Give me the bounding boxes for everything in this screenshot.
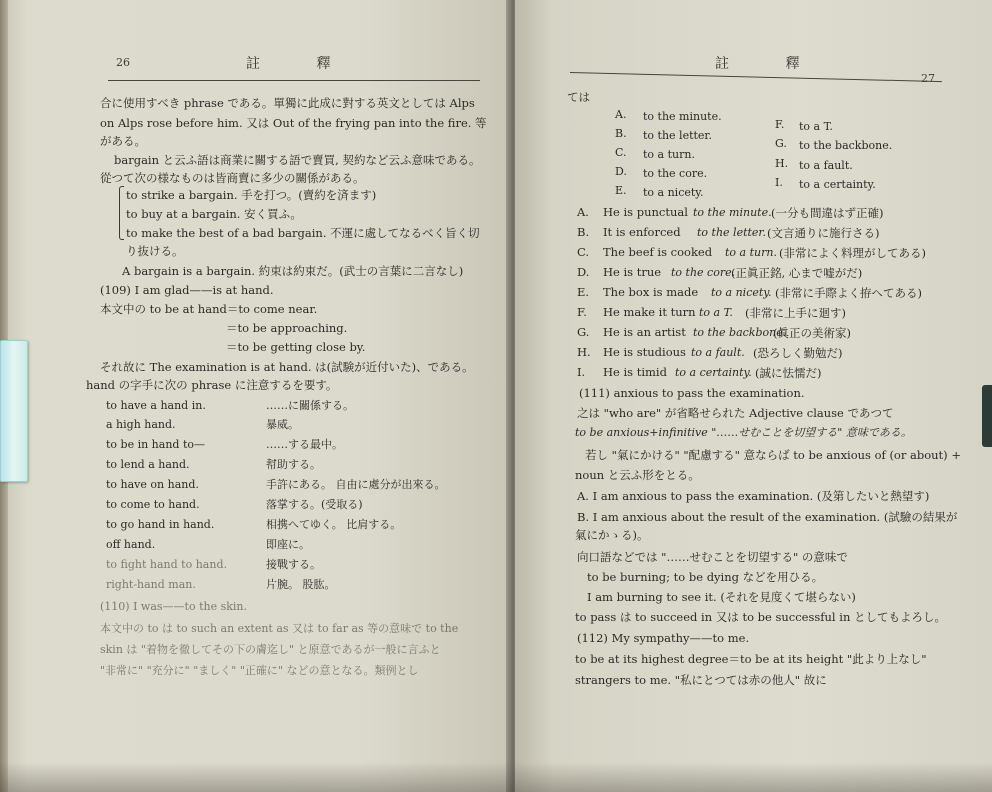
phrase-jp: 片腕。 股肱。 xyxy=(266,578,336,591)
choice-text: to the backbone. xyxy=(799,139,893,152)
right-line-1: (111) anxious to pass the examination. xyxy=(579,386,805,400)
phrase-jp: 接戰する。 xyxy=(266,558,321,571)
example-text: He make it turn xyxy=(603,305,696,319)
right-line-15: strangers to me. "私にとつては赤の他人" 故に xyxy=(575,673,827,687)
right-header-rule xyxy=(570,72,942,82)
phrase-en: to fight hand to hand. xyxy=(106,558,227,571)
choice-key: C. xyxy=(615,146,627,159)
phrase-jp: ……する最中。 xyxy=(266,438,343,451)
example-gloss: (文言通りに施行さる) xyxy=(767,226,880,240)
left-line-12: 本文中の to be at hand＝to come near. xyxy=(100,302,318,316)
right-line-7: B. I am anxious about the result of the examination. (試驗の結果が xyxy=(577,510,958,524)
phrase-en: to have on hand. xyxy=(106,478,199,491)
example-gloss: (非常によく料理がしてある) xyxy=(779,246,926,260)
phrase-en: to go hand in hand. xyxy=(106,518,215,531)
choice-text: to a T. xyxy=(799,120,833,133)
example-text: It is enforced xyxy=(603,225,681,239)
right-page-number: 27 xyxy=(921,72,935,85)
right-page xyxy=(515,0,992,792)
choice-text: to the core. xyxy=(643,167,708,180)
choice-key: B. xyxy=(615,127,627,140)
right-line-2: 之は "who are" が省略せられた Adjective clause であつて xyxy=(577,406,894,420)
example-phrase: to the letter. xyxy=(697,226,766,239)
left-line-1: 合に使用すべき phrase である。單獨に此成に對する英文としては Alps xyxy=(100,96,475,110)
right-line-8: 氣にかゝる)。 xyxy=(575,528,649,542)
phrase-jp: ……に關係する。 xyxy=(266,399,354,412)
left-line-11: (109) I am glad——is at hand. xyxy=(100,283,274,297)
right-line-3: to be anxious+infinitive "……せむことを切望する" 意味である。 xyxy=(575,426,912,439)
choice-key: I. xyxy=(775,176,783,189)
example-key: B. xyxy=(577,225,590,239)
phrase-en: to have a hand in. xyxy=(106,399,206,412)
phrase-en: right-hand man. xyxy=(106,578,196,591)
choice-key: G. xyxy=(775,137,787,150)
phrase-jp: 手許にある。 自由に處分が出來る。 xyxy=(266,478,446,491)
phrase-jp: 相携へてゆく。 比肩する。 xyxy=(266,518,402,531)
example-text: He is an artist xyxy=(603,325,686,339)
bottom-shadow xyxy=(0,762,992,792)
example-text: He is true xyxy=(603,265,662,279)
example-gloss: (正眞正銘, 心まで嘘がだ) xyxy=(731,266,863,280)
example-gloss: (非常に手際よく拵へてある) xyxy=(775,286,922,300)
right-intro: ては xyxy=(567,90,590,104)
example-key: C. xyxy=(577,245,590,259)
left-tail-3: skin は "着物を徹してその下の膚迄し" と原意であるが一般に言ふと xyxy=(100,643,441,656)
left-tail-4: "非常に" "充分に" "ましく" "正確に" などの意となる。類例とし xyxy=(100,664,419,677)
page-clip xyxy=(982,385,992,447)
left-line-14: ＝to be getting close by. xyxy=(226,340,366,354)
choice-key: D. xyxy=(615,165,627,178)
phrase-jp: 即座に。 xyxy=(266,538,310,551)
example-phrase: to a nicety. xyxy=(711,286,772,299)
example-key: H. xyxy=(577,345,591,359)
example-text: He is studious xyxy=(603,345,686,359)
left-line-7: to buy at a bargain. 安く買ふ。 xyxy=(126,207,302,221)
example-phrase: to a certainty. xyxy=(675,366,752,379)
left-page-number: 26 xyxy=(116,56,130,69)
left-line-9: り抜ける。 xyxy=(126,244,184,258)
sticky-tab xyxy=(0,340,28,482)
phrase-en: a high hand. xyxy=(106,418,176,431)
example-gloss: (恐ろしく勤勉だ) xyxy=(753,346,843,360)
left-line-10: A bargain is a bargain. 約束は約束だ。(武士の言葉に二言なし) xyxy=(122,264,464,278)
choice-key: A. xyxy=(615,108,627,121)
example-key: G. xyxy=(577,325,590,339)
left-line-5: 從つて次の様なものは皆商賣に多少の關係がある。 xyxy=(100,171,365,185)
choice-text: to a nicety. xyxy=(643,186,704,199)
phrase-jp: 幇助する。 xyxy=(266,458,321,471)
example-phrase: to the backbone. xyxy=(693,326,787,339)
phrase-jp: 落掌する。(受取る) xyxy=(266,498,363,511)
right-page-header: 註 釋 xyxy=(715,56,826,72)
example-text: The beef is cooked xyxy=(603,245,713,259)
right-line-6: A. I am anxious to pass the examination. (及第したいと熱望す) xyxy=(577,489,930,503)
choice-text: to the letter. xyxy=(643,129,712,142)
phrase-en: off hand. xyxy=(106,538,156,551)
choice-text: to a fault. xyxy=(799,159,853,172)
right-line-11: I am burning to see it. (それを見度くて堪らない) xyxy=(587,590,856,604)
left-line-3: がある。 xyxy=(100,134,146,148)
choice-text: to a turn. xyxy=(643,148,695,161)
example-phrase: to the minute. xyxy=(693,206,772,219)
example-text: He is timid xyxy=(603,365,667,379)
example-key: I. xyxy=(577,365,586,379)
example-phrase: to a turn. xyxy=(725,246,777,259)
right-line-14: to be at its highest degree＝to be at its height "此より上なし" xyxy=(575,652,927,666)
right-line-4: 若し "氣にかける" "配慮する" 意ならば to be anxious of (or about) + xyxy=(585,448,961,462)
phrase-en: to come to hand. xyxy=(106,498,200,511)
example-gloss: (非常に上手に廻す) xyxy=(745,306,846,320)
left-tail-1: (110) I was——to the skin. xyxy=(100,600,247,613)
right-line-5: noun と云ふ形をとる。 xyxy=(575,468,700,482)
phrase-en: to be in hand to— xyxy=(106,438,205,451)
example-key: D. xyxy=(577,265,590,279)
left-page-header: 註 釋 xyxy=(246,56,357,72)
example-key: F. xyxy=(577,305,587,319)
example-gloss: (眞正の美術家) xyxy=(773,326,851,340)
left-header-rule xyxy=(108,80,480,81)
left-page xyxy=(8,0,513,792)
left-line-16: hand の字手に次の phrase に注意するを要す。 xyxy=(86,378,338,392)
choice-key: E. xyxy=(615,184,627,197)
example-gloss: (誠に怯懦だ) xyxy=(755,366,822,380)
phrase-jp: 暴威。 xyxy=(266,418,299,431)
left-line-15: それ故に The examination is at hand. は(試験が近付いた)、である。 xyxy=(100,360,474,374)
left-tail-2: 本文中の to は to such an extent as 又は to far as 等の意味で to the xyxy=(100,622,459,635)
right-line-10: to be burning; to be dying などを用ひる。 xyxy=(587,570,824,584)
example-phrase: to the core. xyxy=(671,266,736,279)
phrase-en: to lend a hand. xyxy=(106,458,190,471)
choice-text: to the minute. xyxy=(643,110,722,123)
left-line-8: to make the best of a bad bargain. 不運に處してなるべく旨く切 xyxy=(126,226,480,240)
bargain-bracket xyxy=(119,186,124,240)
choice-key: F. xyxy=(775,118,785,131)
example-key: A. xyxy=(577,205,589,219)
left-line-13: ＝to be approaching. xyxy=(226,321,348,335)
choice-text: to a certainty. xyxy=(799,178,876,191)
right-line-12: to pass は to succeed in 又は to be successful in としてもよろし。 xyxy=(575,610,947,624)
example-text: The box is made xyxy=(603,285,699,299)
example-phrase: to a T. xyxy=(699,306,733,319)
left-line-6: to strike a bargain. 手を打つ。(賣約を済ます) xyxy=(126,188,377,202)
example-gloss: (一分も間違はず正確) xyxy=(771,206,884,220)
right-line-9: 向口語などでは "……せむことを切望する" の意味で xyxy=(577,550,848,564)
example-text: He is punctual xyxy=(603,205,688,219)
left-line-2: on Alps rose before him. 又は Out of the frying pan into the fire. 等 xyxy=(100,116,487,130)
left-line-4: bargain と云ふ語は商業に關する語で賣買, 契約など云ふ意味である。 xyxy=(114,153,481,167)
right-line-13: (112) My sympathy——to me. xyxy=(577,631,750,645)
example-phrase: to a fault. xyxy=(691,346,745,359)
example-key: E. xyxy=(577,285,590,299)
choice-key: H. xyxy=(775,157,789,170)
